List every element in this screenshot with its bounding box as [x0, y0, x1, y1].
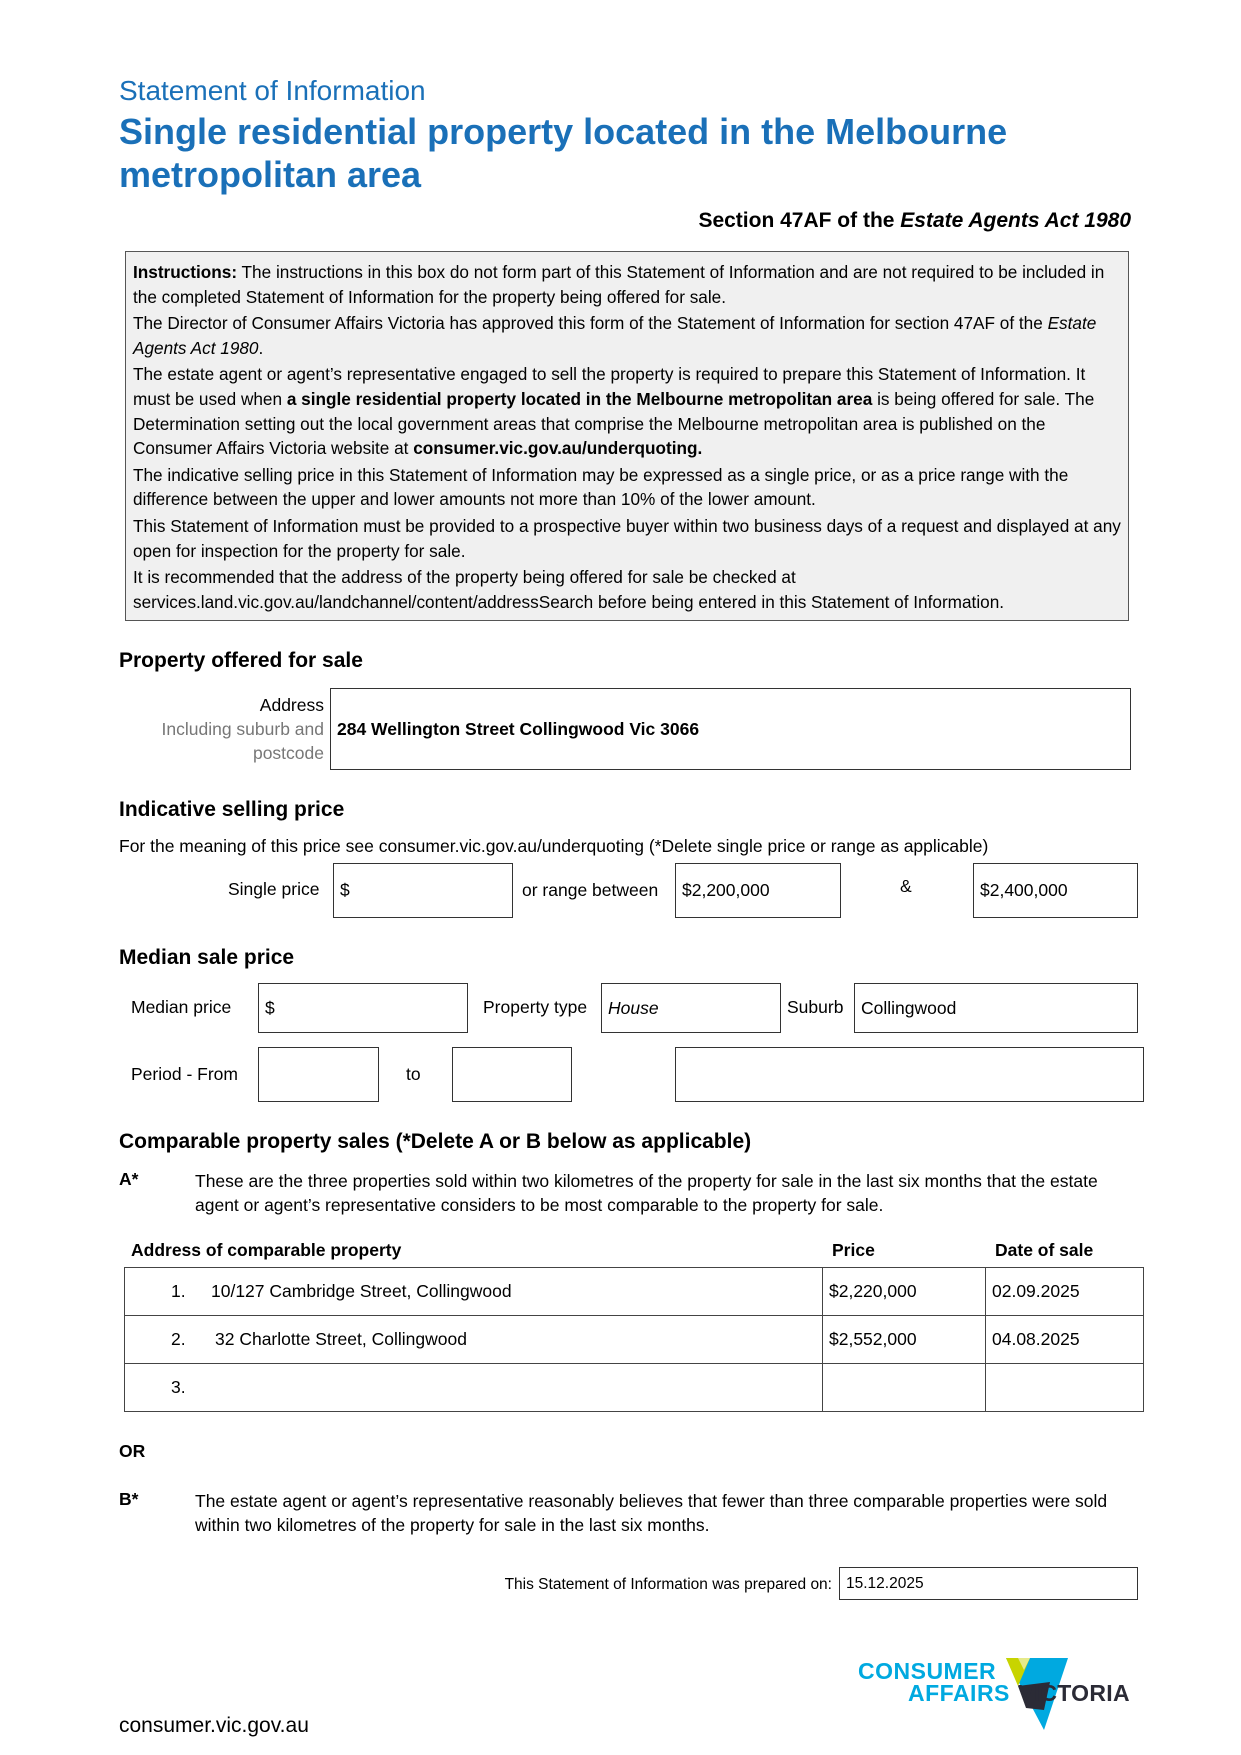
- instructions-p2: The Director of Consumer Affairs Victoria has approved this form of the Statement of Information for section 47AF of the Estate Agents Act 1980.: [133, 313, 1097, 358]
- col-header-address: Address of comparable property: [131, 1240, 402, 1260]
- property-type-field[interactable]: House: [601, 983, 781, 1033]
- logo-consumer-text: CONSUMER: [858, 1658, 997, 1684]
- address-label-group: [140, 693, 324, 765]
- instructions-p3: The estate agent or agent’s representative engaged to sell the property is required to prepare this Statement of Information. It must be used when a single residential property located in the Melbourne metropolitan area is being offered for sale. The Determination setting out the local government areas that comprise the Melbourne metropolitan area is published on the Consumer Affairs Victoria website at consumer.vic.gov.au/underquoting.: [133, 364, 1095, 459]
- table-row: [125, 1316, 1144, 1364]
- prepared-on-label: This Statement of Information was prepared on:: [504, 1576, 832, 1593]
- document-title: Single residential property located in the Melbourne metropolitan area: [119, 111, 1008, 195]
- median-price-field[interactable]: $: [258, 983, 468, 1033]
- period-from-label: Period - From: [131, 1064, 238, 1084]
- price-cell[interactable]: $2,552,000: [823, 1316, 986, 1364]
- document-subtitle: Statement of Information: [119, 75, 426, 106]
- logo-affairs-text: AFFAIRS: [908, 1680, 1010, 1706]
- median-price-label: Median price: [131, 997, 232, 1017]
- date-cell[interactable]: 04.08.2025: [986, 1316, 1144, 1364]
- or-label: OR: [119, 1441, 146, 1461]
- address-label: Address: [259, 695, 324, 715]
- act-name: Estate Agents Act 1980: [900, 209, 1131, 232]
- col-header-date: Date of sale: [995, 1240, 1094, 1260]
- address-hint-2: postcode: [252, 743, 324, 763]
- option-b-text: The estate agent or agent’s representative reasonably believes that fewer than three comparable properties were sold within two kilometres of the property for sale in the last six months.: [195, 1491, 1108, 1535]
- address-field[interactable]: 284 Wellington Street Collingwood Vic 3066: [330, 688, 1131, 770]
- comparable-sales-table: [124, 1267, 1144, 1412]
- consumer-affairs-victoria-logo: [858, 1652, 1138, 1732]
- range-label: or range between: [522, 880, 659, 900]
- prepared-on-field[interactable]: 15.12.2025: [839, 1567, 1138, 1600]
- table-row: [125, 1364, 1144, 1412]
- option-a-text: These are the three properties sold within two kilometres of the property for sale in the last six months that the estate agent or agent’s representative considers to be most comparable to the property for sale.: [195, 1171, 1098, 1215]
- instructions-box: [125, 251, 1129, 621]
- comparable-section-title: Comparable property sales (*Delete A or B below as applicable): [119, 1130, 752, 1153]
- address-cell[interactable]: 3.: [125, 1364, 823, 1412]
- median-source-field[interactable]: [675, 1047, 1144, 1102]
- range-high-field[interactable]: $2,400,000: [973, 863, 1138, 918]
- instructions-label: Instructions:: [133, 262, 238, 282]
- property-section-title: Property offered for sale: [119, 649, 363, 672]
- date-cell[interactable]: 02.09.2025: [986, 1268, 1144, 1316]
- footer-url[interactable]: consumer.vic.gov.au: [119, 1714, 309, 1737]
- indicative-section-title: Indicative selling price: [119, 798, 345, 821]
- suburb-field[interactable]: Collingwood: [854, 983, 1138, 1033]
- period-to-field[interactable]: [452, 1047, 572, 1102]
- period-from-field[interactable]: [258, 1047, 379, 1102]
- section-reference: Section 47AF of the Estate Agents Act 1980: [698, 209, 1131, 232]
- single-price-label: Single price: [228, 879, 320, 899]
- range-ampersand: &: [900, 876, 912, 896]
- price-cell[interactable]: $2,220,000: [823, 1268, 986, 1316]
- address-cell[interactable]: 1. 10/127 Cambridge Street, Collingwood: [125, 1268, 823, 1316]
- period-to-label: to: [406, 1064, 421, 1084]
- date-cell[interactable]: [986, 1364, 1144, 1412]
- instructions-p6: It is recommended that the address of the property being offered for sale be checked at services.land.vic.gov.au/landchannel/content/addressSearch before being entered in this Statement of Information.: [133, 567, 1005, 612]
- single-price-field[interactable]: $: [333, 863, 513, 918]
- median-section-title: Median sale price: [119, 946, 295, 969]
- option-b-marker: B*: [119, 1489, 139, 1509]
- instructions-p5: This Statement of Information must be provided to a prospective buyer within two business days of a request and displayed at any open for inspection for the property for sale.: [133, 515, 1121, 561]
- address-hint: Including suburb and: [161, 719, 324, 739]
- price-cell[interactable]: [823, 1364, 986, 1412]
- logo-victoria-text: VICTORIA: [1018, 1680, 1130, 1706]
- col-header-price: Price: [832, 1240, 875, 1260]
- instructions-p1: Instructions: The instructions in this box do not form part of this Statement of Information and are not required to be included in the completed Statement of Information for the property being offered for sale.: [133, 262, 1105, 307]
- address-cell[interactable]: 2. 32 Charlotte Street, Collingwood: [125, 1316, 823, 1364]
- property-type-label: Property type: [483, 997, 588, 1017]
- table-row: [125, 1268, 1144, 1316]
- indicative-note: For the meaning of this price see consumer.vic.gov.au/underquoting (*Delete single price or range as applicable): [119, 836, 989, 856]
- range-low-field[interactable]: $2,200,000: [675, 863, 841, 918]
- underquoting-link[interactable]: consumer.vic.gov.au/underquoting.: [413, 438, 703, 459]
- instructions-p4: The indicative selling price in this Statement of Information may be expressed as a single price, or as a price range with the difference between the upper and lower amounts not more than 10% of the lower amount.: [133, 464, 1069, 510]
- suburb-label: Suburb: [787, 997, 844, 1017]
- option-a-marker: A*: [119, 1169, 139, 1189]
